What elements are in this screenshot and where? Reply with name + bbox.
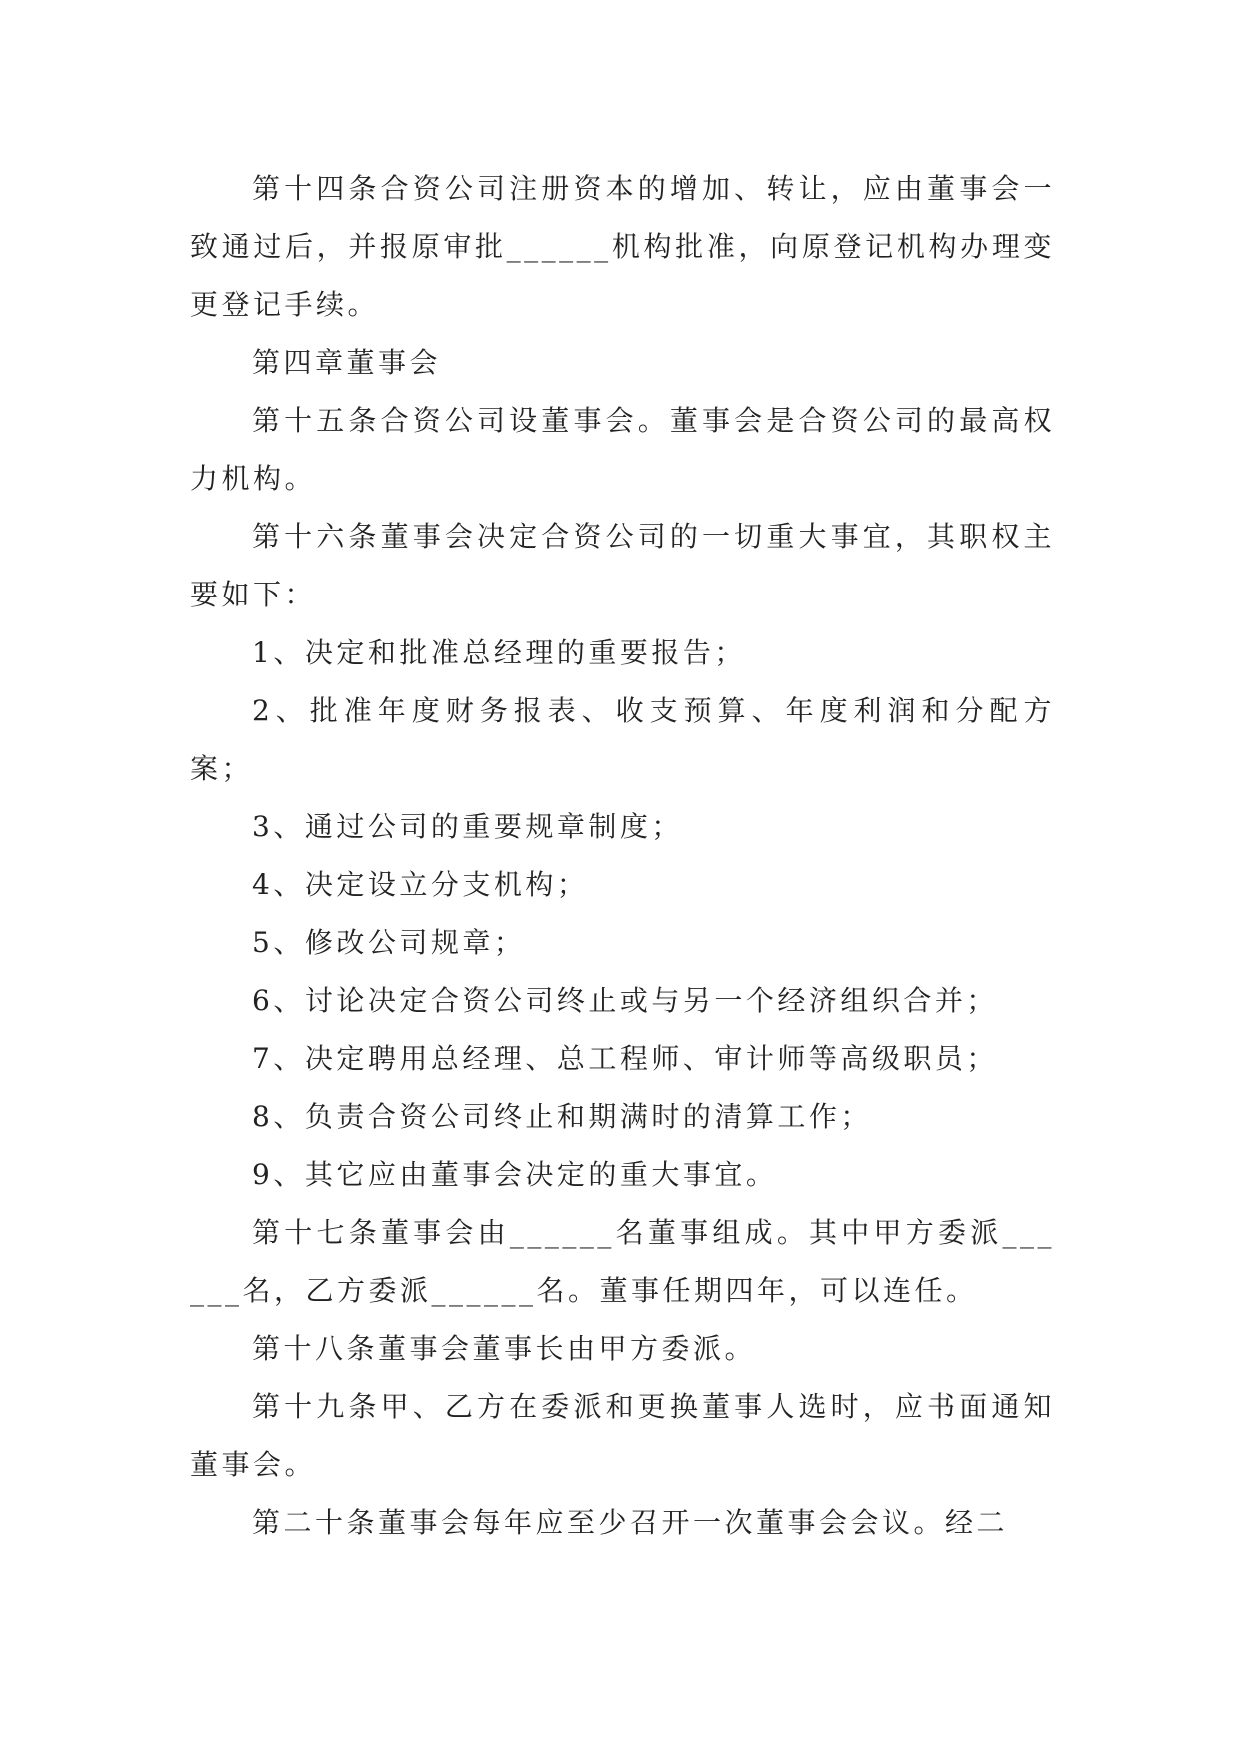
list-item-6: 6、讨论决定合资公司终止或与另一个经济组织合并； bbox=[252, 984, 998, 1017]
chapter-4-heading: 第四章董事会 bbox=[252, 346, 442, 379]
article-19-paragraph: 第十九条甲、乙方在委派和更换董事人选时，应书面通知董事会。 bbox=[190, 1390, 1055, 1481]
list-item-7: 7、决定聘用总经理、总工程师、审计师等高级职员； bbox=[252, 1042, 998, 1075]
document-page bbox=[190, 160, 1055, 1552]
article-14-paragraph: 第十四条合资公司注册资本的增加、转让，应由董事会一致通过后，并报原审批______机构批准，向原登记机构办理变更登记手续。 bbox=[190, 172, 1055, 321]
list-item-2: 2、批准年度财务报表、收支预算、年度利润和分配方案； bbox=[190, 694, 1055, 785]
article-17-paragraph: 第十七条董事会由______名董事组成。其中甲方委派______名，乙方委派______名。董事任期四年，可以连任。 bbox=[190, 1216, 1055, 1307]
list-item-4: 4、决定设立分支机构； bbox=[252, 868, 589, 901]
list-item-1: 1、决定和批准总经理的重要报告； bbox=[252, 636, 746, 669]
article-20-paragraph: 第二十条董事会每年应至少召开一次董事会会议。经二 bbox=[252, 1506, 1009, 1539]
list-item-8: 8、负责合资公司终止和期满时的清算工作； bbox=[252, 1100, 872, 1133]
article-15-paragraph: 第十五条合资公司设董事会。董事会是合资公司的最高权力机构。 bbox=[190, 404, 1055, 495]
list-item-5: 5、修改公司规章； bbox=[252, 926, 526, 959]
article-18-paragraph: 第十八条董事会董事长由甲方委派。 bbox=[252, 1332, 757, 1365]
list-item-3: 3、通过公司的重要规章制度； bbox=[252, 810, 683, 843]
list-item-9: 9、其它应由董事会决定的重大事宜。 bbox=[252, 1158, 778, 1191]
article-16-paragraph: 第十六条董事会决定合资公司的一切重大事宜，其职权主要如下： bbox=[190, 520, 1055, 611]
